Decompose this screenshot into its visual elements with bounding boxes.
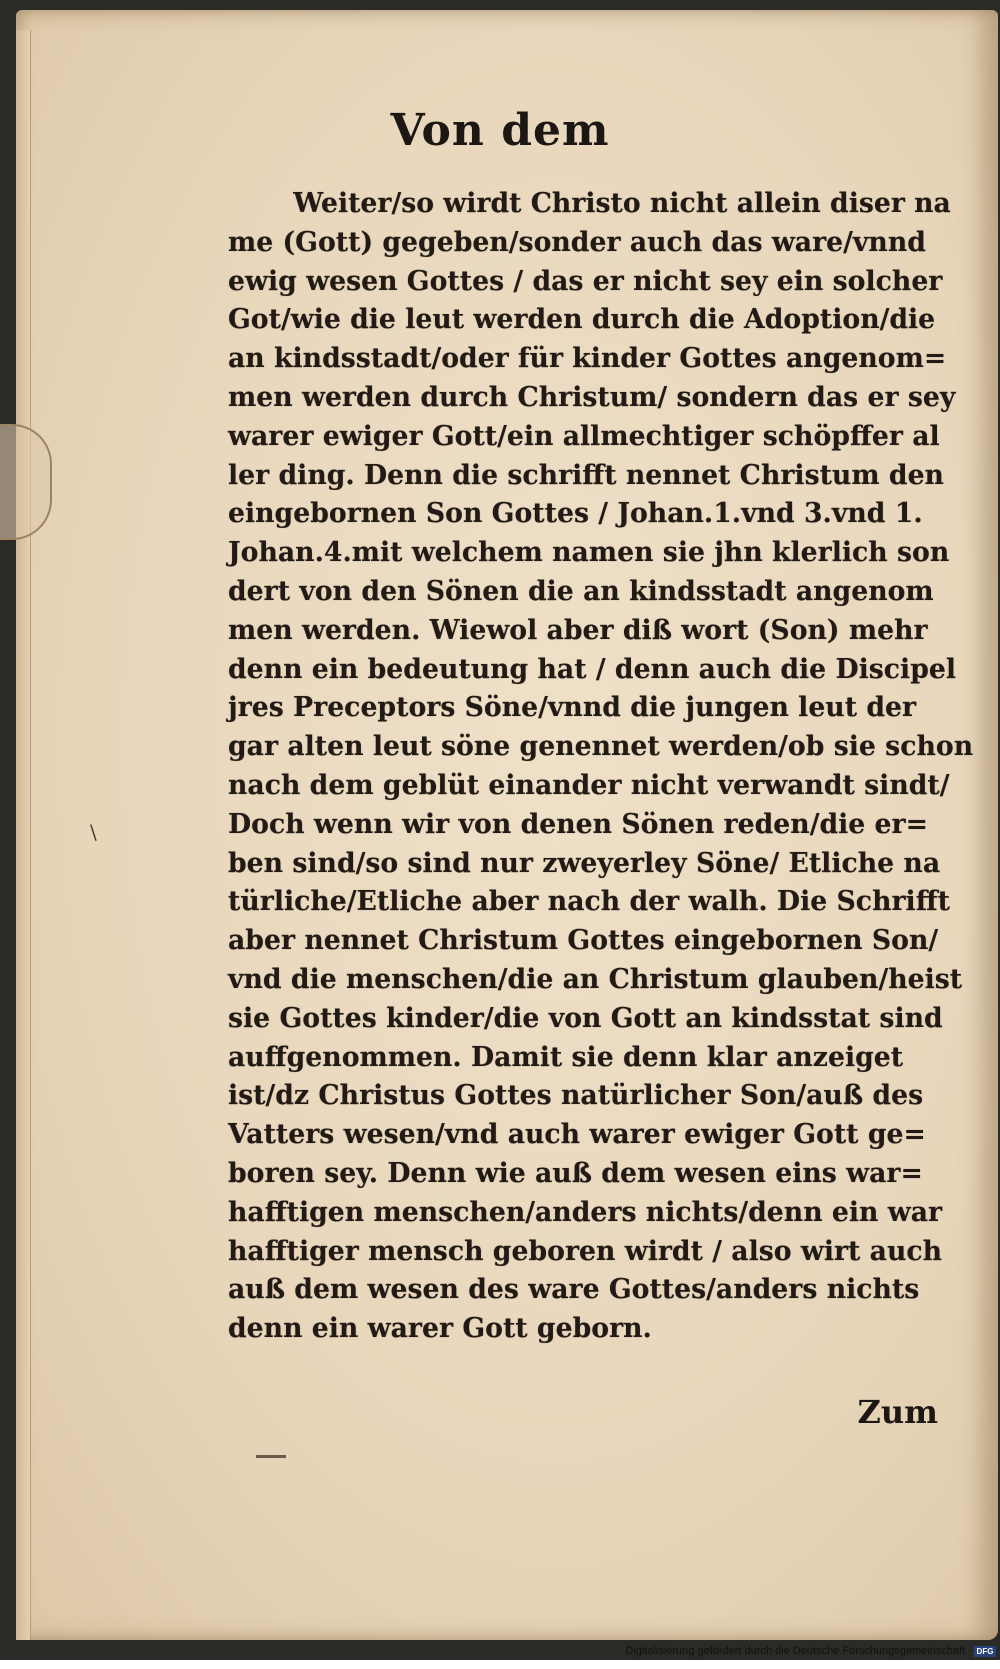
page-tab-shadow <box>0 424 52 540</box>
ink-dash-mark <box>256 1455 286 1458</box>
text-line: men werden. Wiewol aber diß wort (Son) mehr <box>228 614 928 646</box>
text-line: denn ein bedeutung hat / denn auch die Discipel <box>228 653 957 685</box>
text-line: denn ein warer Gott geborn. <box>228 1313 652 1345</box>
text-line: Johan.4.mit welchem namen sie jhn klerlich son <box>228 537 950 569</box>
page-edge <box>16 30 31 1640</box>
text-line: dert von den Sönen die an kindsstadt angenom <box>228 575 934 607</box>
text-line: ewig wesen Gottes / das er nicht sey ein solcher <box>228 265 943 297</box>
catchword: Zum <box>857 1393 938 1431</box>
text-line: hafftigen menschen/anders nichts/denn ein war <box>228 1196 943 1228</box>
text-line: Weiter/so wirdt Christo nicht allein diser na <box>293 188 951 219</box>
text-line: ler ding. Denn die schrifft nennet Christum den <box>228 459 944 491</box>
text-line: ist/dz Christus Gottes natürlicher Son/auß des <box>228 1080 924 1112</box>
text-line: vnd die menschen/die an Christum glauben/heist <box>228 963 963 995</box>
body-text <box>228 185 988 1349</box>
text-line: boren sey. Denn wie auß dem wesen eins war= <box>228 1157 923 1189</box>
text-line: Vatters wesen/vnd auch warer ewiger Gott ge= <box>228 1119 926 1151</box>
text-line: sie Gottes kinder/die von Gott an kindsstat sind <box>228 1002 943 1034</box>
text-line: gar alten leut söne genennet werden/ob sie schon <box>228 731 974 763</box>
text-line: warer ewiger Gott/ein allmechtiger schöpffer al <box>228 420 940 452</box>
text-line: hafftiger mensch geboren wirdt / also wirt auch <box>228 1235 943 1267</box>
text-line: auß dem wesen des ware Gottes/anders nichts <box>228 1274 920 1306</box>
text-line: an kindsstadt/oder für kinder Gottes angenom= <box>228 343 947 375</box>
text-line: eingebornen Son Gottes / Johan.1.vnd 3.vnd 1. <box>228 498 923 530</box>
text-line: auffgenommen. Damit sie denn klar anzeiget <box>228 1041 904 1073</box>
text-line: Doch wenn wir von denen Sönen reden/die er= <box>228 808 928 840</box>
text-line: aber nennet Christum Gottes eingebornen Son/ <box>228 925 939 957</box>
margin-mark: \ <box>90 820 97 844</box>
text-line: me (Gott) gegeben/sonder auch das ware/vnnd <box>228 226 926 258</box>
text-line: nach dem geblüt einander nicht verwandt sindt/ <box>228 769 950 801</box>
text-line: türliche/Etliche aber nach der walh. Die Schrifft <box>228 886 950 918</box>
text-line: ben sind/so sind nur zweyerley Söne/ Etliche na <box>228 847 941 879</box>
text-line: men werden durch Christum/ sondern das er sey <box>228 381 956 413</box>
dfg-logo: DFG <box>974 1646 996 1657</box>
running-head: Von dem <box>390 105 610 156</box>
text-line: jres Preceptors Söne/vnnd die jungen leut der <box>228 692 917 724</box>
text-line: Got/wie die leut werden durch die Adoption/die <box>228 304 936 336</box>
digitization-credit: Digitalisierung gefördert durch die Deutsche Forschungsgemeinschaft - <box>625 1645 972 1657</box>
